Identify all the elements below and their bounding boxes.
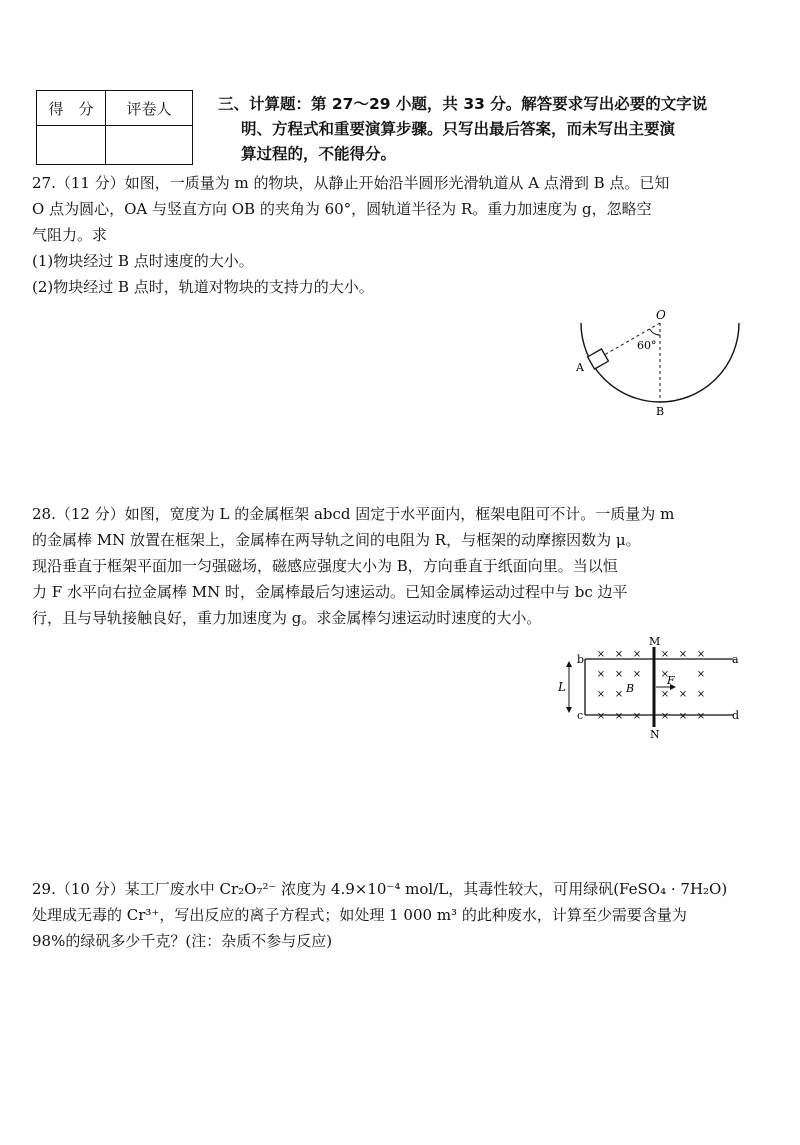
score-header: 得 分: [37, 91, 106, 126]
section-header-line: 明、方程式和重要演算步骤。只写出最后答案，而未写出主要演: [241, 120, 676, 138]
question-text-line: (1)物块经过 B 点时速度的大小。: [32, 252, 254, 270]
question-28: [32, 501, 772, 631]
field-mark: ×: [696, 669, 706, 680]
field-mark: ×: [696, 689, 706, 700]
field-mark: ×: [660, 689, 670, 700]
question-text-line: O 点为圆心，OA 与竖直方向 OB 的夹角为 60°，圆轨道半径为 R。重力加速度为 g，忽略空: [32, 200, 652, 218]
question-text-line: 27.（11 分）如图，一质量为 m 的物块，从静止开始沿半圆形光滑轨道从 A 点滑到 B 点。已知: [32, 174, 670, 192]
field-mark: ×: [614, 689, 624, 700]
question-29: [32, 876, 772, 954]
question-text-line: 行，且与导轨接触良好，重力加速度为 g。求金属棒匀速运动时速度的大小。: [32, 609, 542, 627]
label-force-f: F: [667, 674, 675, 687]
label-c-corner: c: [577, 709, 584, 722]
question-text-line: 处理成无毒的 Cr³⁺，写出反应的离子方程式；如处理 1 000 m³ 的此种废水，计算至少需要含量为: [32, 906, 687, 924]
field-mark: ×: [596, 711, 606, 722]
field-mark: ×: [678, 649, 688, 660]
field-mark: ×: [596, 649, 606, 660]
label-a-corner: a: [732, 653, 739, 666]
field-mark: ×: [696, 649, 706, 660]
label-a: A: [576, 361, 584, 374]
question-text-line: 29.（10 分）某工厂废水中 Cr₂O₇²⁻ 浓度为 4.9×10⁻⁴ mol/L，其毒性较大，可用绿矾(FeSO₄ · 7H₂O): [32, 880, 728, 898]
question-text-line: 的金属棒 MN 放置在框架上，金属棒在两导轨之间的电阻为 R，与框架的动摩擦因数为 μ。: [32, 531, 641, 549]
question-text-line: 98%的绿矾多少千克？(注：杂质不参与反应): [32, 932, 333, 950]
figure-semicircle-track: [565, 305, 765, 434]
label-field-b: B: [626, 682, 635, 695]
field-mark: ×: [678, 711, 688, 722]
label-angle: 60°: [637, 339, 657, 352]
question-text-line: (2)物块经过 B 点时，轨道对物块的支持力的大小。: [32, 278, 374, 296]
field-mark: ×: [660, 649, 670, 660]
field-mark: ×: [632, 669, 642, 680]
field-mark: ×: [614, 669, 624, 680]
figure-metal-frame: [555, 635, 745, 744]
width-arrow-top: [566, 661, 572, 667]
field-mark: ×: [660, 669, 670, 680]
score-cell[interactable]: [37, 126, 106, 165]
field-mark: ×: [696, 711, 706, 722]
question-text-line: 力 F 水平向右拉金属棒 MN 时，金属棒最后匀速运动。已知金属棒运动过程中与 bc 边平: [32, 583, 628, 601]
field-mark: ×: [632, 711, 642, 722]
label-m: M: [649, 635, 661, 648]
score-table: [36, 90, 193, 165]
field-mark: ×: [596, 669, 606, 680]
block-shape: [588, 349, 609, 369]
label-l: L: [558, 680, 566, 694]
grader-cell[interactable]: [106, 126, 193, 165]
field-mark: ×: [596, 689, 606, 700]
label-b: B: [656, 405, 665, 418]
question-text-line: 现沿垂直于框架平面加一匀强磁场，磁感应强度大小为 B，方向垂直于纸面向里。当以恒: [32, 557, 618, 575]
angle-arc: [650, 329, 660, 335]
field-mark: ×: [660, 711, 670, 722]
section-header-line: 算过程的，不能得分。: [241, 145, 397, 163]
question-27: [32, 170, 772, 300]
field-mark: ×: [632, 649, 642, 660]
label-n: N: [650, 728, 660, 740]
section-header-line: 三、计算题：第 27～29 小题，共 33 分。解答要求写出必要的文字说: [218, 95, 708, 113]
grader-header: 评卷人: [106, 91, 193, 126]
question-text-line: 28.（12 分）如图，宽度为 L 的金属框架 abcd 固定于水平面内，框架电阻可不计。一质量为 m: [32, 505, 675, 523]
label-d-corner: d: [732, 709, 740, 722]
field-mark: ×: [614, 711, 624, 722]
label-b-corner: b: [577, 653, 585, 666]
label-o: O: [656, 308, 666, 322]
width-arrow-bottom: [566, 707, 572, 713]
field-mark: ×: [614, 649, 624, 660]
question-text-line: 气阻力。求: [32, 226, 108, 244]
magnetic-field-marks: [597, 649, 705, 722]
field-mark: ×: [678, 689, 688, 700]
section-header: [218, 92, 778, 167]
